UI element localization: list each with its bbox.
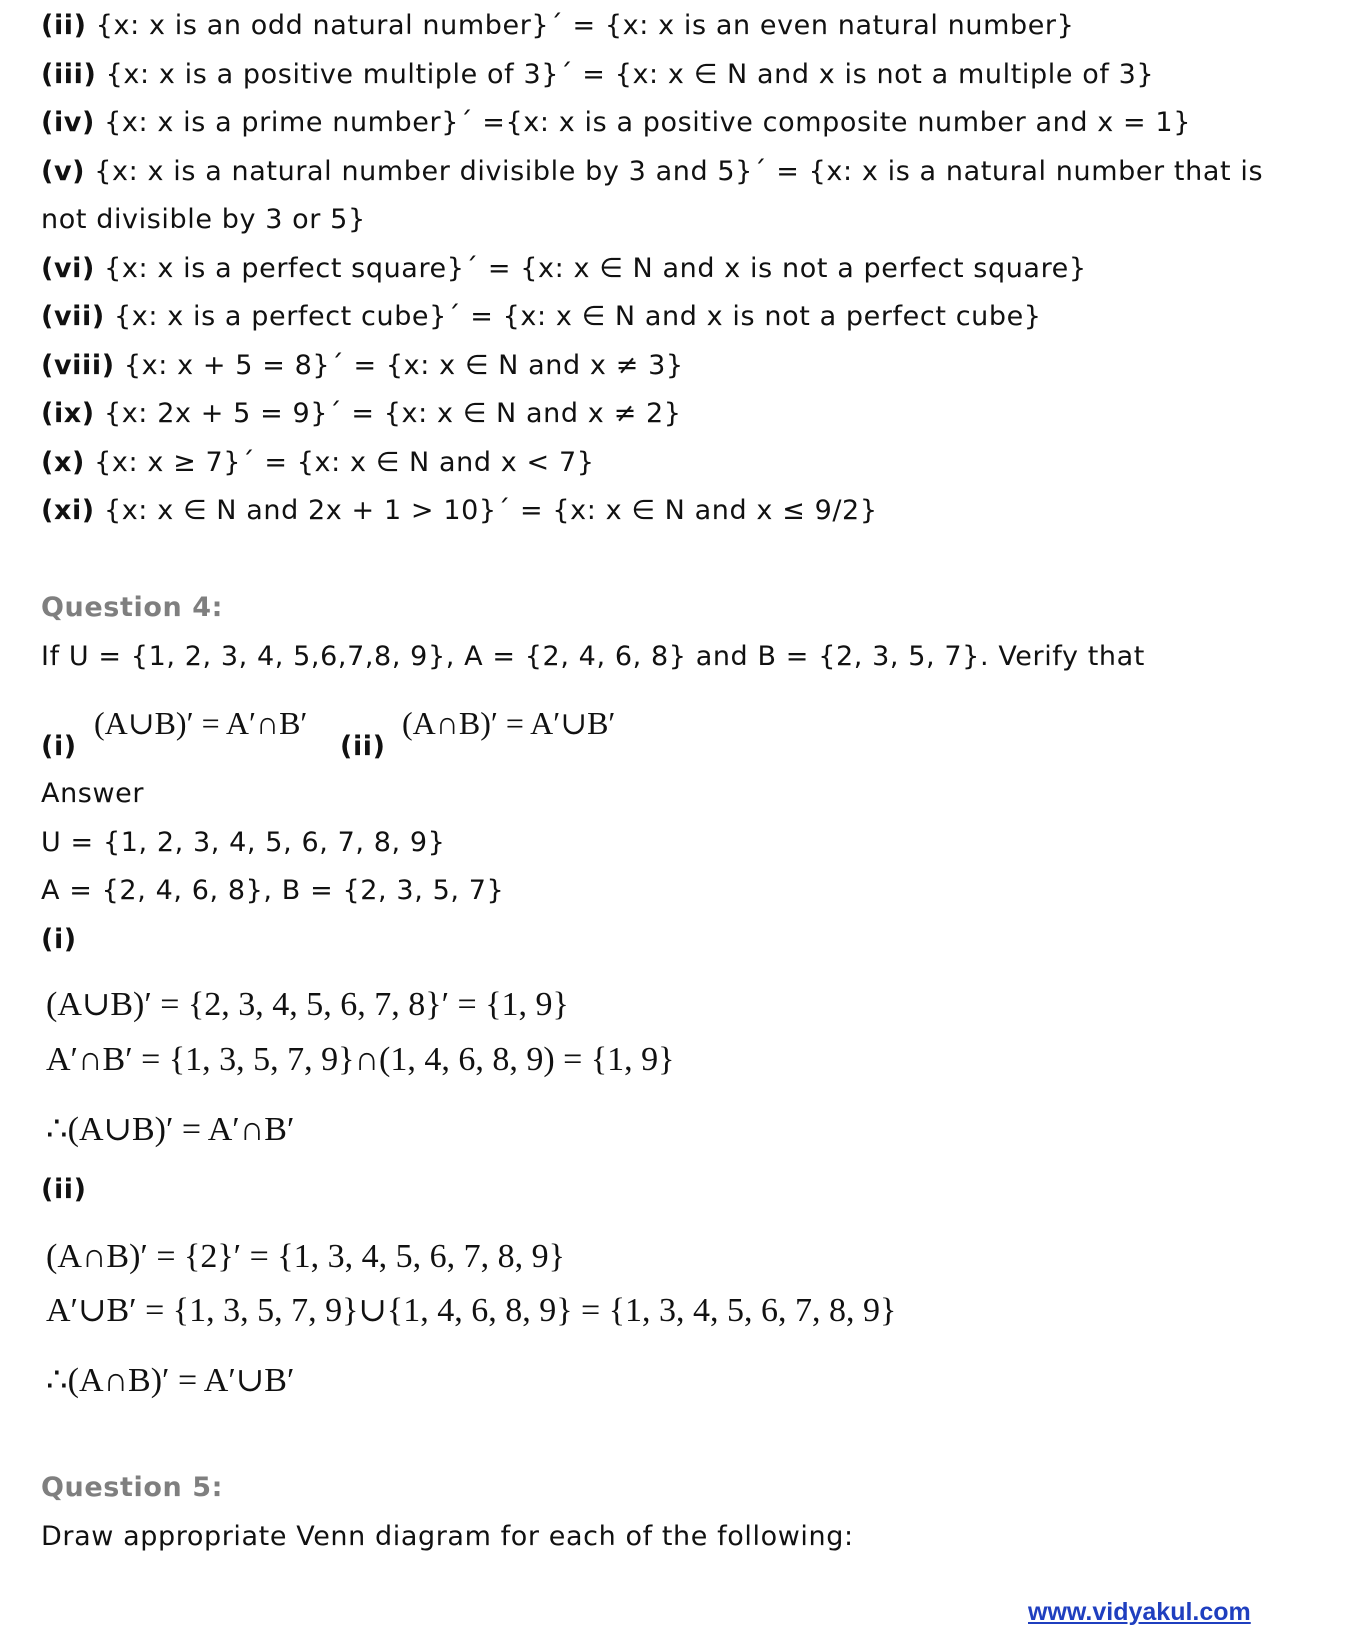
q4-part-ii-label: (ii) (340, 731, 386, 762)
part-label: (v) (41, 156, 86, 187)
q3-part-iv (41, 109, 1191, 136)
q3-part-v (41, 158, 1263, 185)
solution-i-conclusion: ∴(A∪B)′ = A′∩B′ (46, 1111, 295, 1148)
question-4-statement: If U = {1, 2, 3, 4, 5,6,7,8, 9}, A = {2, 4, 6, 8} and B = {2, 3, 5, 7}. Verify that (41, 641, 1145, 672)
solution-ii-label: (ii) (41, 1174, 87, 1205)
part-text: {x: x is a perfect square}´ = {x: x ∈ N and x is not a perfect square} (104, 253, 1087, 284)
question-5-statement: Draw appropriate Venn diagram for each of the following: (41, 1521, 854, 1552)
q3-part-xi (41, 497, 878, 524)
q3-part-ii (41, 12, 1074, 39)
solution-i-line-1: (A∪B)′ = {2, 3, 4, 5, 6, 7, 8}′ = {1, 9} (46, 986, 569, 1023)
part-text: {x: x ≥ 7}´ = {x: x ∈ N and x < 7} (94, 447, 595, 478)
solution-ii-conclusion: ∴(A∩B)′ = A′∪B′ (46, 1362, 295, 1399)
solution-i-line-2: A′∩B′ = {1, 3, 5, 7, 9}∩(1, 4, 6, 8, 9) = {1, 9} (46, 1041, 675, 1078)
q3-part-v-continued (41, 206, 366, 233)
q3-part-x (41, 449, 595, 476)
question-5-heading: Question 5: (41, 1472, 224, 1503)
q4-part-i-label: (i) (41, 731, 77, 762)
part-text: {x: 2x + 5 = 9}´ = {x: x ∈ N and x ≠ 2} (103, 398, 682, 429)
q4-part-ii-expression: (A∩B)′ = A′∪B′ (402, 705, 616, 741)
part-text: {x: x + 5 = 8}´ = {x: x ∈ N and x ≠ 3} (123, 350, 684, 381)
q3-part-viii (41, 352, 684, 379)
part-text: {x: x ∈ N and 2x + 1 > 10}´ = {x: x ∈ N and x ≤ 9/2} (103, 495, 878, 526)
q3-part-iii (41, 61, 1154, 88)
part-label: (iii) (41, 59, 97, 90)
q3-part-ix (41, 400, 682, 427)
vidyakul-website-link[interactable]: www.vidyakul.com (1028, 1598, 1251, 1626)
q3-part-vii (41, 303, 1042, 330)
sets-a-b-line: A = {2, 4, 6, 8}, B = {2, 3, 5, 7} (41, 875, 505, 906)
part-text: not divisible by 3 or 5} (41, 204, 366, 235)
part-text: {x: x is an odd natural number}´ = {x: x is an even natural number} (95, 10, 1075, 41)
part-label: (vii) (41, 301, 105, 332)
part-label: (ii) (41, 10, 87, 41)
part-label: (iv) (41, 107, 95, 138)
answer-label: Answer (41, 778, 145, 809)
part-label: (ix) (41, 398, 95, 429)
part-text: {x: x is a prime number}´ ={x: x is a positive composite number and x = 1} (104, 107, 1191, 138)
solution-i-label: (i) (41, 924, 77, 955)
solution-ii-line-1: (A∩B)′ = {2}′ = {1, 3, 4, 5, 6, 7, 8, 9} (46, 1238, 565, 1275)
q4-part-i-expression: (A∪B)′ = A′∩B′ (94, 705, 308, 741)
universal-set-line: U = {1, 2, 3, 4, 5, 6, 7, 8, 9} (41, 827, 446, 858)
part-text: {x: x is a natural number divisible by 3 and 5}´ = {x: x is a natural number that is (94, 156, 1264, 187)
part-label: (xi) (41, 495, 95, 526)
part-label: (viii) (41, 350, 115, 381)
question-4-heading: Question 4: (41, 592, 224, 623)
part-label: (x) (41, 447, 85, 478)
part-text: {x: x is a perfect cube}´ = {x: x ∈ N and x is not a perfect cube} (113, 301, 1042, 332)
solution-ii-line-2: A′∪B′ = {1, 3, 5, 7, 9}∪{1, 4, 6, 8, 9} = {1, 3, 4, 5, 6, 7, 8, 9} (46, 1292, 897, 1329)
part-text: {x: x is a positive multiple of 3}´ = {x: x ∈ N and x is not a multiple of 3} (105, 59, 1155, 90)
part-label: (vi) (41, 253, 95, 284)
q3-part-vi (41, 255, 1087, 282)
